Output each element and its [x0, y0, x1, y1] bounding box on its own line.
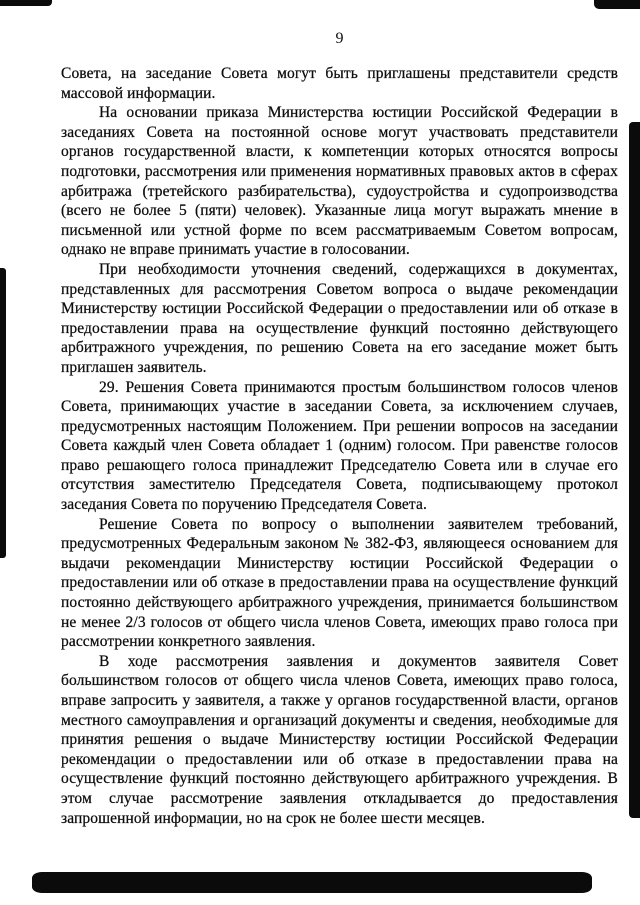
scan-artifact-right-bar: [629, 122, 640, 818]
paragraph: 29. Решения Совета принимаются простым большинством голосов членов Совета, принимающих участие в заседании Совета, за исключением случаев, предусмотренных настоящим Положением. При решении вопросов на заседании Совета каждый член Совета обладает 1 (одним) голосом. При равенстве голосов право решающего голоса принадлежит Председателю Совета или в случае его отсутствия заместителю Председателя Совета, подписывающему протокол заседания Совета по поручению Председателя Совета.: [61, 378, 618, 514]
scan-artifact-left-bar: [0, 268, 6, 558]
scan-artifact-top-left: [0, 0, 52, 6]
paragraph: Совета, на заседание Совета могут быть приглашены представители средств массовой информации.: [61, 65, 618, 102]
paragraph: При необходимости уточнения сведений, содержащихся в документах, представленных для рассмотрения Советом вопроса о выдаче рекомендации Министерству юстиции Российской Федерации о предоставлении или об отказе в предоставлении права на осуществление функций постоянно действующего арбитражного учреждения, по решению Совета на его заседание может быть приглашен заявитель.: [61, 260, 618, 376]
scan-artifact-top-right: [594, 0, 640, 9]
paragraph: На основании приказа Министерства юстиции Российской Федерации в заседаниях Совета на постоянной основе могут участвовать представители органов государственной власти, к компетенции которых относятся вопросы подготовки, рассмотрения или применения нормативных правовых актов в сферах арбитража (третейского разбирательства), судоустройства и судопроизводства (всего не более 5 (пяти) человек). Указанные лица могут выражать мнение в письменной или устной форме по всем рассматриваемым Советом вопросам, однако не вправе принимать участие в голосовании.: [61, 104, 618, 259]
paragraph: В ходе рассмотрения заявления и документов заявителя Совет большинством голосов от общего числа членов Совета, имеющих право голоса, вправе запросить у заявителя, а также у органов государственной власти, органов местного самоуправления и организаций документы и сведения, необходимые для принятия решения о выдаче Министерству юстиции Российской Федерации рекомендации о предоставлении или об отказе в предоставлении права на осуществление функций постоянно действующего арбитражного учреждения. В этом случае рассмотрение заявления откладывается до предоставления запрошенной информации, но на срок не более шести месяцев.: [61, 652, 618, 827]
paragraph: Решение Совета по вопросу о выполнении заявителем требований, предусмотренных Федеральным законом № 382-ФЗ, являющееся основанием для выдачи рекомендации Министерству юстиции Российской Федерации о предоставлении или об отказе в предоставлении права на осуществление функций постоянно действующего арбитражного учреждения, принимается большинством не менее 2/3 голосов от общего числа членов Совета, имеющих право голоса при рассмотрении конкретного заявления.: [61, 515, 618, 651]
scan-artifact-bottom-bar: [32, 872, 592, 893]
document-content: [61, 30, 618, 828]
document-body: [61, 64, 618, 828]
page-number: 9: [335, 30, 344, 47]
